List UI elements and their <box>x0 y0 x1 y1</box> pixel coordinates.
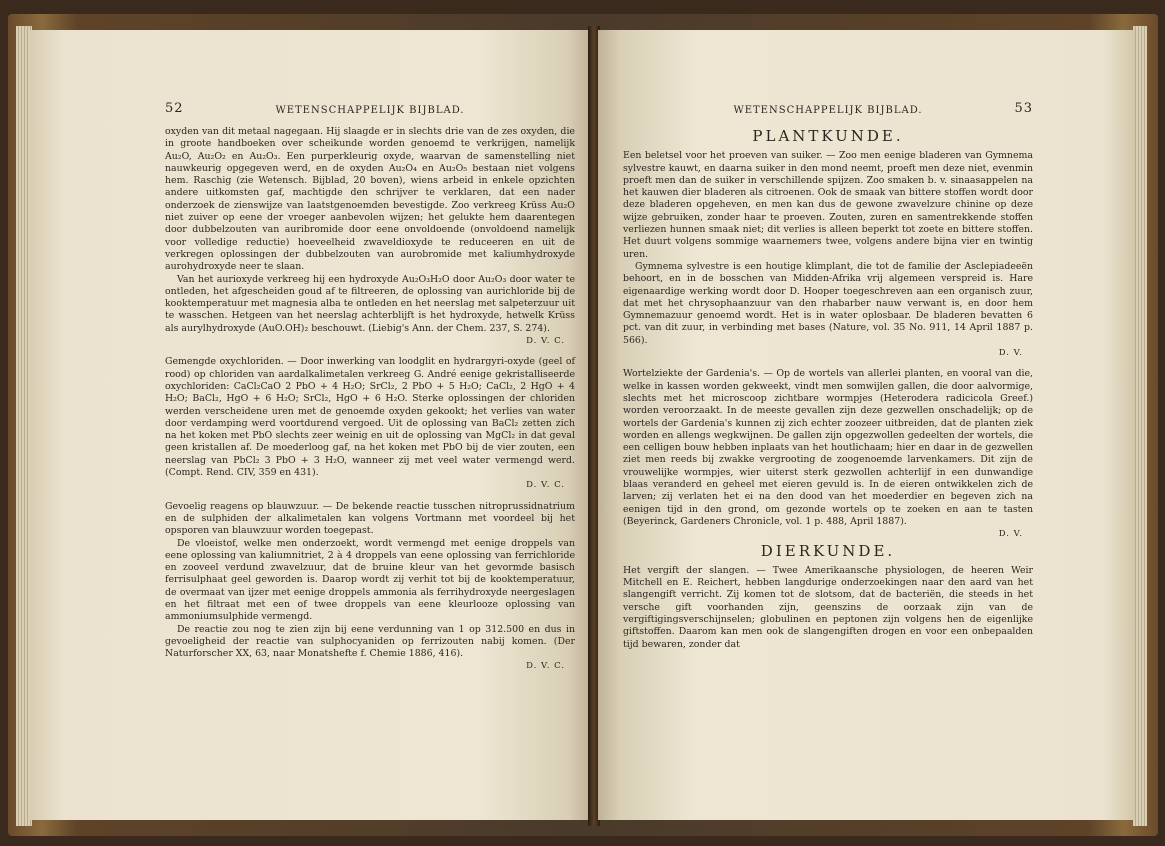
section-title-dierkunde: DIERKUNDE. <box>760 541 896 560</box>
signature: D. V. <box>998 348 1023 359</box>
left-page <box>30 30 590 820</box>
page-number: 53 <box>1014 101 1033 116</box>
left-page-body <box>165 126 575 673</box>
signature: D. V. C. <box>526 661 565 672</box>
right-page-body <box>623 126 1033 651</box>
page-edges-right <box>1133 26 1147 826</box>
article-beletsel-suiker: Een beletsel voor het proeven van suiker. — Zoo men eenige bladeren van Gymnema sylvestre kauwt, en daarna suiker in den mond neemt, proeft men deze niet, evenmin proeft men dan de suiker in verschillende spijzen. Zoo smaken b. v. sinaasappelen na het kauwen dier bladeren als citroenen. Ook de smaak van bittere stoffen wordt door deze bladeren opgeheven, en men kan dus de gewone zwavelzure chinine op deze wijze gebruiken, zonder haar te proeven. Zouten, zuren en samentrekkende stoffen verliezen hunnen smaak niet; dit verlies is alleen beperkt tot zoete en bittere stoffen. Het duurt volgens sommige waarnemers twee, volgens andere bijna vier en twintig uren. <box>623 150 1033 260</box>
right-page-header <box>623 101 1033 125</box>
article-wortelziekte: Wortelziekte der Gardenia's. — Op de wortels van allerlei planten, en vooral van die, welke in kassen worden gekweekt, vindt men somwijlen gallen, die door aalvormige, slechts met het microscoop zichtbare wormpjes (Heterodera radicicola Greef.) worden veroorzaakt. In de meeste gevallen zijn deze gezwellen onschadelijk; op de wortels der Gardenia's kunnen zij zich echter zoozeer uitbreiden, dat de planten ziek worden en allengs wegkwijnen. De gallen zijn opgezwollen gedeelten der wortels, die een celligen bouw hebben inplaats van het houtlichaam; hier en daar in de gezwellen ziet men reeds bij zwakke vergrooting de zoogenoemde larvenkamers. Dit zijn de vrouwelijke wormpjes, wier uiterst sterk gezwollen achterlijf in een dunwandige blaas veranderd en geheel met eieren gevuld is. In de eieren ontwikkelen zich de larven; zij verlaten het ei na den dood van het moederdier en begeven zich na eenigen tijd in den grond, om gezonde wortels op te zoeken en aan te tasten (Beyerinck, Gardeners Chronicle, vol. 1 p. 488, April 1887). <box>623 368 1033 527</box>
left-page-header <box>165 101 575 125</box>
paragraph: De reactie zou nog te zien zijn bij eene verdunning van 1 op 312.500 en dus in gevoeligheid der reactie van sulphocyaniden op ferrizouten nabij komen. (Der Naturforscher XX, 63, naar Monatshefte f. Chemie 1886, 416). <box>165 623 575 660</box>
page-number: 52 <box>165 101 184 116</box>
signature: D. V. C. <box>526 336 565 347</box>
running-head: WETENSCHAPPELIJK BIJBLAD. <box>275 105 465 116</box>
paragraph: Gymnema sylvestre is een houtige klimplant, die tot de familie der Asclepiadeeën behoort, en in de bosschen van Midden-Afrika vrij algemeen verspreid is. Hare eigenaardige werking wordt door D. Hooper toegeschreven aan een organisch zuur, dat met het chrysophaanzuur van den rhabarber nauw verwant is, en door hem Gymnemazuur genoemd wordt. Het is in water oplosbaar. De bladeren bevatten 6 pct. van dit zuur, in verbinding met bases (Nature, vol. 35 No. 911, 14 April 1887 p. 566). <box>623 260 1033 346</box>
running-head: WETENSCHAPPELIJK BIJBLAD. <box>733 105 923 116</box>
paragraph: oxyden van dit metaal nagegaan. Hij slaagde er in slechts drie van de zes oxyden, die in groote handboeken over scheikunde worden genoemd te verkrijgen, namelijk Au₂O, Au₂O₂ en Au₂O₃. Een purperkleurig oxyde, waarvan de samenstelling niet nauwkeurig opgegeven werd, en de oxyden Au₂O₄ en Au₂O₅ bestaan niet volgens hem. Raschig (zie Wetensch. Bijblad, 20 boven), wiens arbeid in enkele opzichten andere uitkomsten gaf, machtigde den schrijver te verklaren, dat een nader onderzoek de zienswijze van laatstgenoemden bevestigde. Zoo verkreeg Krüss Au₂O niet zuiver op eene der vroeger aanbevolen wijzen; het gelukte hem daarentegen door dubbelzouten van auribromide door eene onvoldoende (onvoldoend namelijk voor volledige reductie) hoeveelheid zwaveldioxyde te reduceeren en uit de verkregen oplossingen der dubbelzouten van aurobromide met kaliumhydroxyde aurohydroxyde neer te slaan. <box>165 126 575 273</box>
article-vergift-slangen: Het vergift der slangen. — Twee Amerikaansche physiologen, de heeren Weir Mitchell en E. Reichert, hebben langdurige onderzoekingen naar den aard van het slangengift verricht. Zij komen tot de slotsom, dat de bacteriën, die steeds in het versche gift voorhanden zijn, geenszins de oorzaak zijn van de vergiftigingsverschijnselen; globulinen en peptonen zijn volgens hen de eigenlijke giftstoffen. Daarom kan men ook de slangengiften drogen en voor een onbepaalden tijd bewaren, zonder dat <box>623 564 1033 650</box>
signature: D. V. C. <box>526 480 565 491</box>
signature: D. V. <box>998 529 1023 540</box>
article-gevoelig-reagens: Gevoelig reagens op blauwzuur. — De bekende reactie tusschen nitroprussidnatrium en de sulphiden der alkalimetalen kan volgens Vortmann met voordeel bij het opsporen van blauwzuur worden toegepast. <box>165 500 575 537</box>
right-page <box>598 30 1135 820</box>
section-title-plantkunde: PLANTKUNDE. <box>752 127 904 145</box>
article-gemengde-oxychloriden: Gemengde oxychloriden. — Door inwerking van loodglit en hydrargyri-oxyde (geel of rood) op chloriden van aardalkalimetalen verkreeg G. André eenige gekristalliseerde oxychloriden: CaCl₂CaO 2 PbO + 4 H₂O; SrCl₂, 2 PbO + 5 H₂O; CaCl₂, 2 HgO + 4 H₂O; BaCl₂, HgO + 6 H₂O; SrCl₂, HgO + 6 H₂O. Sterke oplossingen der chloriden werden verscheidene uren met de genoemde oxyden gekookt; het verlies van water door verdamping werd voortdurend vergoed. Uit de oplossing van BaCl₂ zetten zich na het koken met PbO slechts zeer weinig en uit de oplossing van MgCl₂ in dat geval geen kristallen af. De moederloog gaf, na het koken met PbO bij de vier zouten, een neerslag van PbCl₂ 3 PbO + 3 H₂O, wanneer zij met veel water vermengd werd. (Compt. Rend. CIV, 359 en 431). <box>165 356 575 479</box>
paragraph: Van het aurioxyde verkreeg hij een hydroxyde Au₂O₃H₂O door Au₂O₃ door water te ontleden, het afgescheiden goud af te filtreeren, de oplossing van aurichloride bij de kooktemperatuur met magnesia alba te ontleden en het neerslag met salpeterzuur uit te wasschen. Hetgeen van het neerslag achterblijft is het hydroxyde, hetwelk Krüss als aurylhydroxyde (AuO.OH)₂ beschouwt. (Liebig's Ann. der Chem. 237, S. 274). <box>165 273 575 334</box>
paragraph: De vloeistof, welke men onderzoekt, wordt vermengd met eenige droppels van eene oplossing van kaliumnitriet, 2 à 4 droppels van eene oplossing van ferrichloride en zooveel verdund zwavelzuur, dat de bruine kleur van het gevormde basisch ferrisulphaat geel geworden is. Daarop wordt zij verhit tot bij de kooktemperatuur, de overmaat van ijzer met eenige droppels ammonia als ferrihydroxyde neergeslagen en het filtraat met een of twee droppels van eene kleurlooze oplossing van ammoniumsulphide vermengd. <box>165 537 575 623</box>
